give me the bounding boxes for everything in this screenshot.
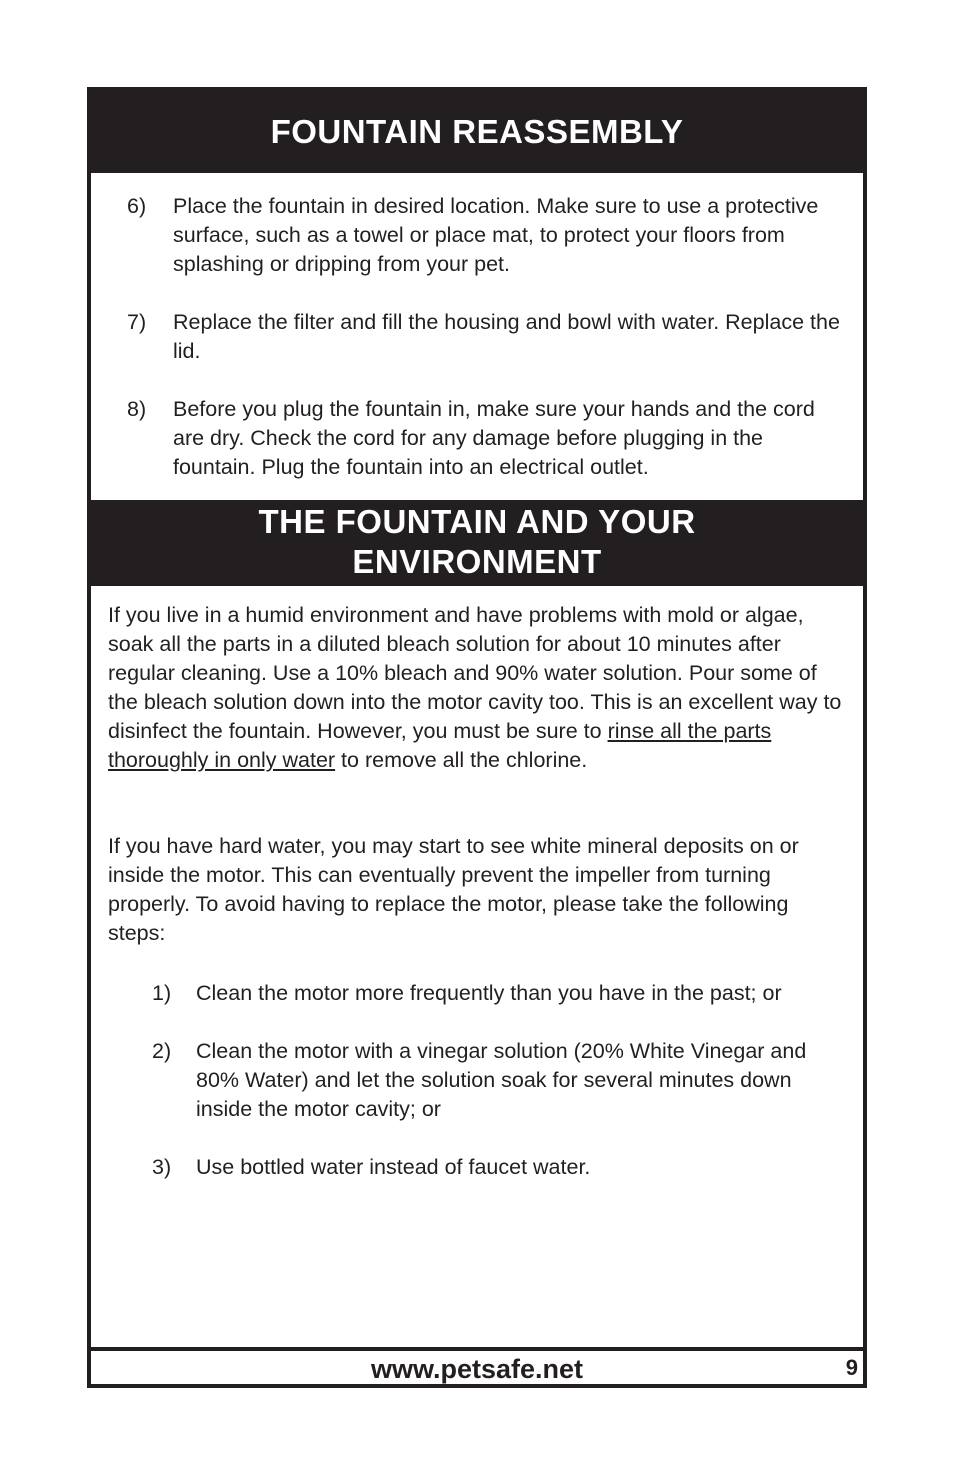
section-title-line-2: ENVIRONMENT bbox=[352, 543, 602, 580]
step-text: Replace the filter and fill the housing and bowl with water. Replace the lid. bbox=[173, 310, 840, 363]
list-item bbox=[127, 308, 847, 366]
hard-water-steps-list bbox=[152, 979, 842, 1182]
section-header-environment bbox=[91, 500, 863, 586]
list-item bbox=[127, 192, 847, 279]
page-footer bbox=[91, 1347, 863, 1388]
list-item bbox=[152, 979, 842, 1008]
section-title-line-1: THE FOUNTAIN AND YOUR bbox=[258, 503, 696, 540]
step-text: Before you plug the fountain in, make sure your hands and the cord are dry. Check the cord for any damage before plugging in the fountain. Plug the fountain into an electrical outlet. bbox=[173, 397, 815, 479]
step-number: 6) bbox=[127, 194, 147, 218]
step-text: Use bottled water instead of faucet water. bbox=[196, 1155, 591, 1179]
section-title: FOUNTAIN REASSEMBLY bbox=[270, 113, 684, 150]
page-number: 9 bbox=[845, 1355, 858, 1380]
list-item bbox=[152, 1153, 842, 1182]
step-text: Clean the motor with a vinegar solution (20% White Vinegar and 80% Water) and let the solution soak for several minutes down inside the motor cavity; or bbox=[196, 1039, 807, 1121]
step-number: 2) bbox=[152, 1039, 172, 1063]
page-frame bbox=[87, 87, 867, 1388]
humid-environment-paragraph bbox=[108, 601, 850, 775]
step-number: 8) bbox=[127, 397, 147, 421]
list-item bbox=[127, 395, 847, 482]
step-number: 1) bbox=[152, 981, 172, 1005]
list-item bbox=[152, 1037, 842, 1124]
website-url: www.petsafe.net bbox=[370, 1354, 584, 1384]
step-number: 3) bbox=[152, 1155, 172, 1179]
underlined-warning-text: rinse all the parts thoroughly in only water bbox=[108, 719, 772, 772]
paragraph-text: If you live in a humid environment and have problems with mold or algae, soak all the parts in a diluted bleach solution for about 10 minutes after regular cleaning. Use a 10% bleach and 90% water solution. Pour some of the bleach solution down into the motor cavity too. This is an excellent way to disinfect the fountain. However, you must be sure to bbox=[108, 603, 842, 743]
paragraph-text: to remove all the chlorine. bbox=[335, 748, 588, 772]
step-text: Place the fountain in desired location. Make sure to use a protective surface, such as a towel or place mat, to protect your floors from splashing or dripping from your pet. bbox=[173, 194, 819, 276]
step-number: 7) bbox=[127, 310, 147, 334]
reassembly-steps-list bbox=[127, 192, 847, 482]
section-header-reassembly bbox=[91, 91, 863, 173]
step-text: Clean the motor more frequently than you have in the past; or bbox=[196, 981, 782, 1005]
hard-water-paragraph: If you have hard water, you may start to see white mineral deposits on or inside the motor. This can eventually prevent the impeller from turning properly. To avoid having to replace the motor, please take the following steps: bbox=[108, 834, 799, 945]
